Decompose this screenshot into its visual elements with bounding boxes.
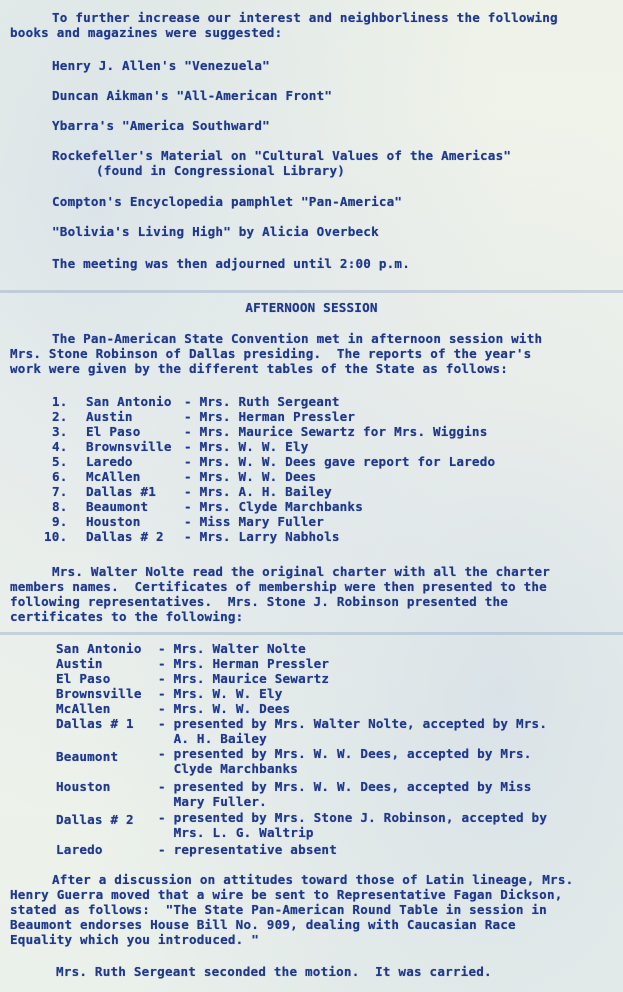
book-item-note: (found in Congressional Library) bbox=[96, 163, 346, 178]
report-city: Dallas # 2 bbox=[86, 529, 164, 544]
report-city: Houston bbox=[86, 514, 141, 529]
certificate-detail: - presented by Mrs. Walter Nolte, accepted by Mrs. bbox=[158, 716, 548, 731]
discussion-paragraph-line: Henry Guerra moved that a wire be sent to Representative Fagan Dickson, bbox=[10, 887, 563, 902]
session-paragraph-line: work were given by the different tables of the State as follows: bbox=[10, 361, 509, 376]
report-name: - Mrs. Herman Pressler bbox=[184, 409, 356, 424]
certificate-detail: - representative absent bbox=[158, 842, 337, 857]
section-heading: AFTERNOON SESSION bbox=[245, 300, 378, 315]
book-item: Henry J. Allen's "Venezuela" bbox=[52, 58, 270, 73]
report-city: Beaumont bbox=[86, 499, 149, 514]
discussion-paragraph-line: stated as follows: "The State Pan-American Round Table in session in bbox=[10, 902, 547, 917]
certificate-detail: A. H. Bailey bbox=[158, 731, 267, 746]
certificate-city: Beaumont bbox=[56, 749, 119, 764]
report-city: Dallas #1 bbox=[86, 484, 157, 499]
certificate-city: Laredo bbox=[56, 842, 103, 857]
report-name: - Mrs. W. W. Ely bbox=[184, 439, 309, 454]
book-item: Duncan Aikman's "All-American Front" bbox=[52, 88, 333, 103]
report-number: 10. bbox=[44, 529, 68, 544]
discussion-paragraph-line: Equality which you introduced. " bbox=[10, 932, 260, 947]
report-city: Laredo bbox=[86, 454, 133, 469]
certificate-city: Dallas # 2 bbox=[56, 812, 134, 827]
report-number: 7. bbox=[52, 484, 68, 499]
adjourn-line: The meeting was then adjourned until 2:00 p.m. bbox=[52, 256, 410, 271]
session-paragraph-line: Mrs. Stone Robinson of Dallas presiding. The reports of the year's bbox=[10, 346, 532, 361]
report-name: - Mrs. Larry Nabhols bbox=[184, 529, 340, 544]
certificate-detail: - Mrs. W. W. Dees bbox=[158, 701, 291, 716]
intro-line: To further increase our interest and neighborliness the following bbox=[52, 10, 558, 25]
session-paragraph-line: The Pan-American State Convention met in afternoon session with bbox=[52, 331, 543, 346]
charter-paragraph-line: members names. Certificates of membership were then presented to the bbox=[10, 579, 547, 594]
certificate-city: McAllen bbox=[56, 701, 111, 716]
report-name: - Mrs. W. W. Dees gave report for Laredo bbox=[184, 454, 496, 469]
intro-line: books and magazines were suggested: bbox=[10, 25, 283, 40]
report-number: 8. bbox=[52, 499, 68, 514]
certificate-detail: - presented by Mrs. Stone J. Robinson, accepted by bbox=[158, 810, 548, 825]
certificate-detail: - Mrs. Maurice Sewartz bbox=[158, 671, 330, 686]
report-number: 2. bbox=[52, 409, 68, 424]
certificate-detail: Clyde Marchbanks bbox=[158, 761, 299, 776]
discussion-paragraph-line: After a discussion on attitudes toward those of Latin lineage, Mrs. bbox=[52, 872, 574, 887]
certificate-city: Austin bbox=[56, 656, 103, 671]
report-number: 1. bbox=[52, 394, 68, 409]
report-city: Austin bbox=[86, 409, 133, 424]
charter-paragraph-line: following representatives. Mrs. Stone J. Robinson presented the bbox=[10, 594, 509, 609]
report-name: - Mrs. A. H. Bailey bbox=[184, 484, 332, 499]
discussion-paragraph-line: Beaumont endorses House Bill No. 909, dealing with Caucasian Race bbox=[10, 917, 516, 932]
certificate-city: San Antonio bbox=[56, 641, 142, 656]
book-item: Compton's Encyclopedia pamphlet "Pan-America" bbox=[52, 194, 403, 209]
report-name: - Miss Mary Fuller bbox=[184, 514, 325, 529]
charter-paragraph-line: Mrs. Walter Nolte read the original charter with all the charter bbox=[52, 564, 551, 579]
certificate-detail: - Mrs. Walter Nolte bbox=[158, 641, 306, 656]
book-item: Rockefeller's Material on "Cultural Values of the Americas" bbox=[52, 148, 512, 163]
certificate-city: Brownsville bbox=[56, 686, 142, 701]
report-city: Brownsville bbox=[86, 439, 172, 454]
report-number: 4. bbox=[52, 439, 68, 454]
charter-paragraph-line: certificates to the following: bbox=[10, 609, 244, 624]
report-name: - Mrs. Ruth Sergeant bbox=[184, 394, 340, 409]
report-number: 6. bbox=[52, 469, 68, 484]
report-name: - Mrs. W. W. Dees bbox=[184, 469, 317, 484]
report-number: 3. bbox=[52, 424, 68, 439]
report-city: McAllen bbox=[86, 469, 141, 484]
report-city: El Paso bbox=[86, 424, 141, 439]
report-number: 5. bbox=[52, 454, 68, 469]
certificate-city: El Paso bbox=[56, 671, 111, 686]
certificate-detail: Mrs. L. G. Waltrip bbox=[158, 825, 314, 840]
certificate-detail: - presented by Mrs. W. W. Dees, accepted by Miss bbox=[158, 779, 532, 794]
book-item: Ybarra's "America Southward" bbox=[52, 118, 270, 133]
certificate-city: Houston bbox=[56, 779, 111, 794]
certificate-detail: - presented by Mrs. W. W. Dees, accepted by Mrs. bbox=[158, 746, 532, 761]
certificate-detail: - Mrs. W. W. Ely bbox=[158, 686, 283, 701]
report-name: - Mrs. Maurice Sewartz for Mrs. Wiggins bbox=[184, 424, 488, 439]
report-city: San Antonio bbox=[86, 394, 172, 409]
report-number: 9. bbox=[52, 514, 68, 529]
closing-line: Mrs. Ruth Sergeant seconded the motion. It was carried. bbox=[56, 964, 492, 979]
paper-fold-line bbox=[0, 290, 623, 293]
certificate-city: Dallas # 1 bbox=[56, 716, 134, 731]
certificate-detail: Mary Fuller. bbox=[158, 794, 267, 809]
paper-fold-line bbox=[0, 632, 623, 635]
book-item: "Bolivia's Living High" by Alicia Overbeck bbox=[52, 224, 379, 239]
certificate-detail: - Mrs. Herman Pressler bbox=[158, 656, 330, 671]
report-name: - Mrs. Clyde Marchbanks bbox=[184, 499, 363, 514]
